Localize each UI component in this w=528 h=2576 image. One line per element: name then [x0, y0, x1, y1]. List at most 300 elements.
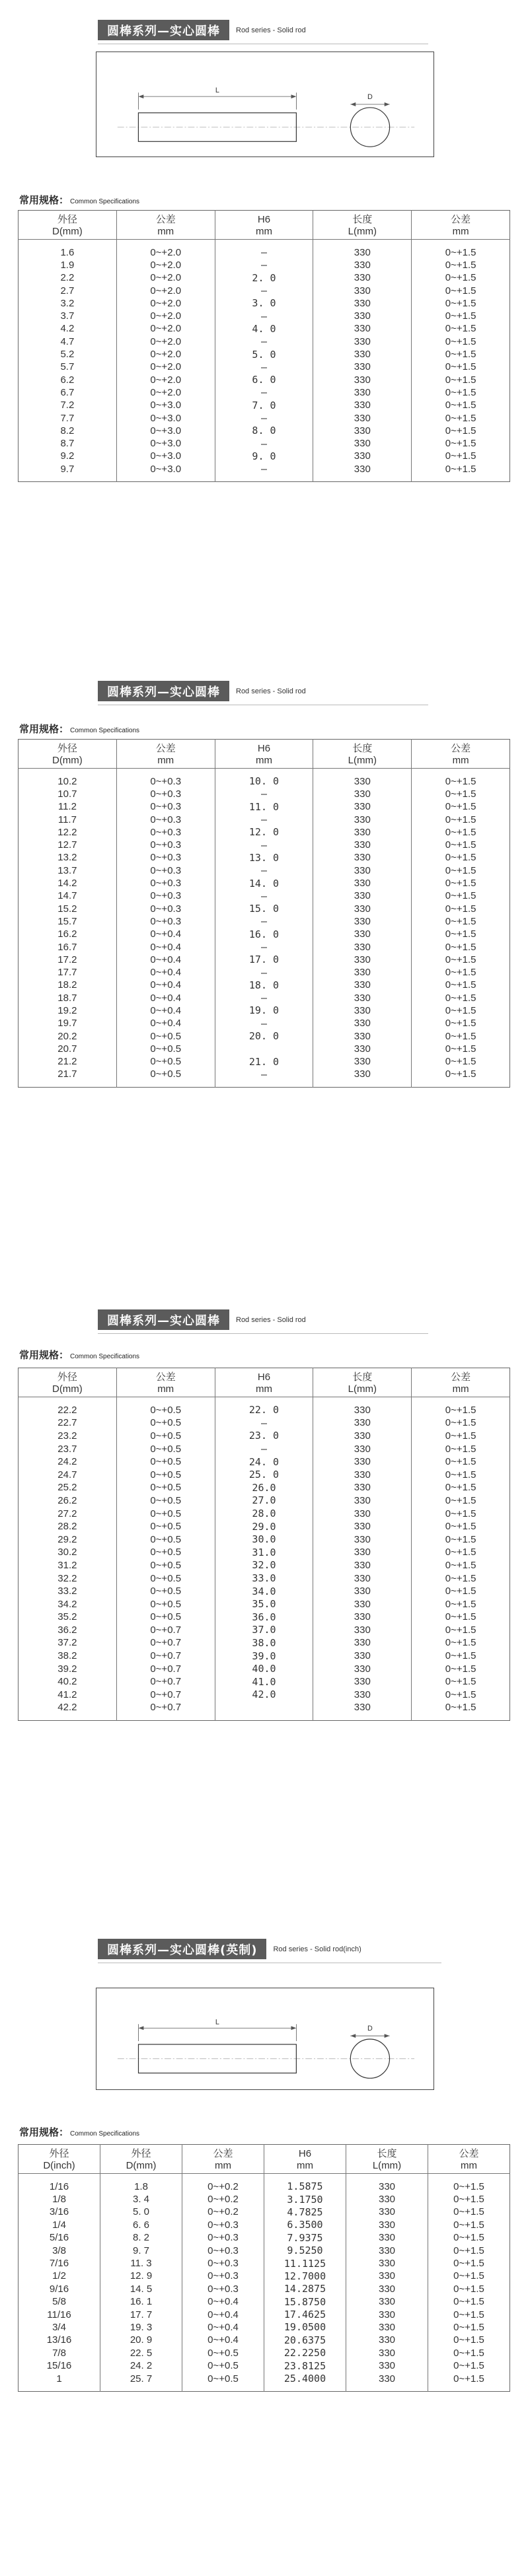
table-cell: 0~+1.5 — [412, 1701, 510, 1714]
table-cell: 0~+1.5 — [412, 271, 510, 284]
table-cell: 0~+1.5 — [412, 1520, 510, 1533]
table-cell: 0~+1.5 — [412, 839, 510, 851]
table-row — [19, 463, 510, 475]
table-cell: 330 — [313, 399, 412, 411]
table-cell: 0~+0.2 — [182, 2206, 264, 2218]
table-row — [19, 915, 510, 928]
table-cell: 330 — [313, 425, 412, 437]
table-cell: 2.7 — [60, 285, 75, 296]
table-cell: 1/16 — [49, 2180, 69, 2192]
table-cell: 13/16 — [46, 2334, 72, 2346]
table-cell: 330 — [313, 1611, 412, 1624]
table-cell: 0~+1.5 — [412, 310, 510, 322]
spec-table — [18, 210, 510, 482]
table-cell: 330 — [313, 322, 412, 335]
diameter-label: D — [367, 2025, 373, 2033]
table-cell: 330 — [313, 1442, 412, 1455]
table-cell: 0~+1.5 — [412, 399, 510, 411]
table-row — [19, 851, 510, 864]
table-cell: 15.7 — [57, 915, 77, 927]
table-cell: 330 — [313, 1481, 412, 1494]
column-header-title: 外径 — [131, 2148, 151, 2159]
table-cell: – — [215, 259, 313, 271]
column-header — [100, 2145, 182, 2174]
table-cell: 4.7 — [60, 335, 75, 347]
table-row — [19, 310, 510, 322]
table-cell: 0~+0.5 — [116, 1442, 215, 1455]
column-header-unit: D(inch) — [43, 2160, 75, 2171]
table-cell: 0~+2.0 — [116, 310, 215, 322]
table-cell: 0~+0.5 — [116, 1546, 215, 1559]
spec-table — [18, 2144, 510, 2392]
table-cell: 0~+0.7 — [116, 1624, 215, 1637]
table-cell: 31.2 — [57, 1559, 77, 1571]
table-cell: 0~+1.5 — [412, 1430, 510, 1443]
table-cell: 15.2 — [57, 903, 77, 915]
table-cell: 330 — [346, 2257, 428, 2270]
table-cell: 12.2 — [57, 826, 77, 838]
table-row — [19, 1507, 510, 1520]
table-cell: 0~+0.3 — [116, 800, 215, 813]
table-cell: 9.5250 — [264, 2244, 346, 2256]
table-cell: 0~+3.0 — [116, 437, 215, 450]
table-cell — [215, 1701, 313, 1714]
table-cell: 0~+1.5 — [412, 788, 510, 800]
table-cell: – — [215, 966, 313, 979]
table-cell: 11. 3 — [100, 2257, 182, 2270]
table-cell: – — [215, 889, 313, 902]
table-cell: 0~+1.5 — [412, 775, 510, 788]
table-cell: 0~+0.3 — [182, 2283, 264, 2295]
table-row — [19, 361, 510, 373]
table-cell: 0~+0.5 — [182, 2347, 264, 2359]
table-row — [19, 1572, 510, 1585]
table-cell: 0~+1.5 — [412, 813, 510, 825]
table-row — [19, 1597, 510, 1611]
table-cell: 0~+0.5 — [116, 1533, 215, 1546]
table-cell: 12. 9 — [100, 2270, 182, 2282]
table-cell: 32.2 — [57, 1572, 77, 1584]
table-cell: 330 — [346, 2321, 428, 2334]
table-cell: 38.0 — [215, 1636, 313, 1650]
table-cell: 21.7 — [57, 1068, 77, 1080]
table-cell: 0~+0.3 — [182, 2219, 264, 2231]
table-row — [19, 2193, 510, 2206]
column-header-title: 外径 — [49, 2148, 69, 2159]
table-cell: 0~+0.5 — [116, 1572, 215, 1585]
table-cell: 7.7 — [60, 412, 75, 424]
table-cell: 0~+0.5 — [116, 1043, 215, 1055]
table-row — [19, 1494, 510, 1508]
table-cell: 3/16 — [49, 2206, 69, 2218]
table-row — [19, 1585, 510, 1598]
table-cell: 16. 0 — [215, 928, 313, 940]
table-row — [19, 813, 510, 825]
table-cell: 40.0 — [215, 1662, 313, 1675]
table-row — [19, 2334, 510, 2346]
section-title-cn: 圆棒系列—实心圆棒(英制) — [98, 1939, 266, 1959]
table-row — [19, 1404, 510, 1417]
table-row — [19, 775, 510, 788]
table-cell: 0~+2.0 — [116, 246, 215, 259]
table-cell: 20. 0 — [215, 1029, 313, 1042]
table-cell: 0~+0.3 — [116, 889, 215, 902]
table-cell: 6.2 — [60, 374, 75, 386]
table-cell: 18. 0 — [215, 979, 313, 991]
table-cell: – — [215, 1416, 313, 1430]
table-cell: 24.7 — [57, 1469, 77, 1480]
table-row — [19, 1636, 510, 1650]
table-cell: 37.0 — [215, 1624, 313, 1637]
table-cell: 6.3500 — [264, 2219, 346, 2231]
table-cell: 330 — [313, 839, 412, 851]
table-cell: 330 — [313, 1597, 412, 1611]
table-row — [19, 940, 510, 953]
table-cell: 0~+1.5 — [412, 1416, 510, 1430]
table-cell: – — [215, 463, 313, 475]
table-cell: 0~+0.3 — [116, 813, 215, 825]
table-cell: 0~+1.5 — [412, 992, 510, 1004]
table-row — [19, 1455, 510, 1469]
section-title — [98, 1939, 361, 1959]
table-cell: 15. 0 — [215, 902, 313, 915]
table-cell: 1.5875 — [264, 2180, 346, 2193]
table-cell: 330 — [313, 813, 412, 825]
table-cell: 17.7 — [57, 967, 77, 979]
table-cell: 7.9375 — [264, 2231, 346, 2244]
table-cell: 14.2 — [57, 878, 77, 889]
table-cell: 16. 1 — [100, 2295, 182, 2308]
table-cell: 0~+1.5 — [428, 2231, 510, 2244]
table-cell: 1.6 — [60, 246, 75, 258]
table-cell: – — [215, 386, 313, 399]
table-cell: 0~+1.5 — [428, 2193, 510, 2206]
table-row — [19, 1430, 510, 1443]
table-row — [19, 902, 510, 915]
column-header-title: 长度 — [377, 2148, 397, 2159]
table-cell: 33.2 — [57, 1585, 77, 1597]
table-cell: 0~+0.4 — [116, 928, 215, 940]
table-cell: 330 — [313, 775, 412, 788]
table-row — [19, 954, 510, 966]
table-cell: 1/4 — [52, 2219, 66, 2231]
spec-label-cn: 常用规格： — [19, 194, 69, 206]
table-cell: 23.7 — [57, 1443, 77, 1455]
table-cell: 0~+0.5 — [116, 1068, 215, 1080]
table-cell: 0~+0.4 — [116, 1004, 215, 1017]
table-cell: 0~+1.5 — [412, 1688, 510, 1702]
table-cell: 22.2250 — [264, 2347, 346, 2359]
table-cell: 2. 0 — [215, 271, 313, 284]
section-title-cn: 圆棒系列—实心圆棒 — [98, 20, 229, 40]
table-cell: 330 — [346, 2180, 428, 2193]
length-label: L — [215, 87, 219, 95]
table-cell: 19.7 — [57, 1018, 77, 1029]
table-cell: – — [215, 864, 313, 877]
column-header-title: 公差 — [459, 2148, 479, 2159]
table-row — [19, 1624, 510, 1637]
table-cell: 0~+1.5 — [412, 1572, 510, 1585]
table-row — [19, 2372, 510, 2385]
table-cell: 0~+2.0 — [116, 259, 215, 271]
table-cell: 330 — [313, 450, 412, 462]
table-cell: 0~+1.5 — [412, 1004, 510, 1017]
table-row — [19, 979, 510, 991]
rod-drawing — [96, 52, 434, 157]
table-cell: 0~+3.0 — [116, 399, 215, 411]
table-cell: 0~+1.5 — [412, 1636, 510, 1650]
table-cell: 19.0500 — [264, 2321, 346, 2334]
table-cell: 0~+0.5 — [116, 1029, 215, 1042]
column-header-title: 外径 — [57, 743, 77, 754]
table-cell: 13.2 — [57, 852, 77, 864]
table-cell: 330 — [313, 348, 412, 361]
table-cell: 330 — [313, 463, 412, 475]
table-cell: 11.2 — [57, 801, 77, 813]
table-cell: 0~+0.5 — [116, 1430, 215, 1443]
table-cell: 0~+1.5 — [412, 1017, 510, 1029]
table-row — [19, 1559, 510, 1572]
table-cell: 0~+0.7 — [116, 1650, 215, 1663]
table-cell: – — [215, 284, 313, 296]
table-cell: 0~+2.0 — [116, 322, 215, 335]
table-cell: 330 — [313, 1533, 412, 1546]
table-cell: 31.0 — [215, 1546, 313, 1559]
table-cell: 3/8 — [52, 2245, 66, 2256]
table-cell: 5/8 — [52, 2296, 66, 2308]
table-cell: 9. 0 — [215, 450, 313, 462]
table-row — [19, 348, 510, 361]
column-header — [116, 740, 215, 769]
table-cell: 0~+0.5 — [116, 1585, 215, 1598]
spec-label-cn: 常用规格： — [19, 1349, 69, 1361]
column-header-unit: D(mm) — [126, 2160, 157, 2171]
table-cell: 19. 0 — [215, 1004, 313, 1017]
table-cell: 330 — [313, 940, 412, 953]
section-title — [98, 1309, 306, 1330]
table-cell — [215, 1043, 313, 1055]
table-cell: 330 — [313, 851, 412, 864]
column-header — [264, 2145, 346, 2174]
table-cell: 330 — [313, 1404, 412, 1417]
table-cell: – — [215, 915, 313, 928]
table-cell: 28.2 — [57, 1521, 77, 1533]
section-title-en: Rod series - Solid rod — [236, 26, 306, 34]
table-cell: 23.8125 — [264, 2359, 346, 2372]
table-row — [19, 992, 510, 1004]
table-cell: 11.7 — [57, 814, 77, 825]
table-cell: 4.7825 — [264, 2206, 346, 2218]
table-cell: 0~+2.0 — [116, 386, 215, 399]
table-cell: 330 — [346, 2283, 428, 2295]
table-cell: 39.2 — [57, 1663, 77, 1675]
table-cell: 0~+0.5 — [116, 1559, 215, 1572]
table-cell: 0~+1.5 — [428, 2257, 510, 2270]
table-cell: 16.2 — [57, 928, 77, 940]
table-row — [19, 877, 510, 889]
table-cell: 18.2 — [57, 979, 77, 991]
table-cell: 330 — [313, 915, 412, 928]
table-cell: 8.2 — [60, 425, 75, 436]
table-cell: 37.2 — [57, 1637, 77, 1649]
table-cell: 12.7 — [57, 839, 77, 851]
table-cell: 0~+0.3 — [116, 877, 215, 889]
table-cell: 330 — [346, 2270, 428, 2282]
table-cell: 0~+1.5 — [412, 348, 510, 361]
column-header-unit: D(mm) — [52, 755, 83, 766]
table-cell: 0~+1.5 — [428, 2308, 510, 2320]
table-row — [19, 335, 510, 348]
table-cell: 8. 0 — [215, 425, 313, 437]
table-cell: 20.6375 — [264, 2334, 346, 2346]
table-cell: 0~+0.2 — [182, 2193, 264, 2206]
column-header-title: H6 — [298, 2148, 312, 2159]
table-cell: 41.2 — [57, 1688, 77, 1700]
table-cell: 330 — [313, 788, 412, 800]
table-cell: 0~+2.0 — [116, 373, 215, 386]
table-row — [19, 788, 510, 800]
table-cell: 0~+2.0 — [116, 271, 215, 284]
table-cell: 0~+1.5 — [412, 1533, 510, 1546]
table-cell: 330 — [313, 1468, 412, 1481]
column-header-unit: mm — [157, 1383, 174, 1395]
column-header-unit: mm — [452, 755, 469, 766]
table-row — [19, 864, 510, 877]
table-cell: 5.2 — [60, 349, 75, 361]
column-header — [215, 211, 313, 240]
section-title-en: Rod series - Solid rod — [236, 687, 306, 695]
table-cell: 33.0 — [215, 1572, 313, 1585]
table-row — [19, 889, 510, 902]
table-cell: 0~+1.5 — [412, 889, 510, 902]
column-header — [346, 2145, 428, 2174]
table-cell: 0~+0.3 — [116, 864, 215, 877]
table-cell: 0~+1.5 — [428, 2372, 510, 2385]
section-title-en: Rod series - Solid rod — [236, 1315, 306, 1324]
table-row — [19, 2283, 510, 2295]
column-header-title: H6 — [257, 1372, 271, 1383]
spec-label — [19, 1348, 139, 1362]
column-header-unit: mm — [157, 755, 174, 766]
table-cell: 0~+0.4 — [116, 979, 215, 991]
table-row — [19, 1004, 510, 1017]
table-cell: 0~+0.4 — [116, 1017, 215, 1029]
spec-label — [19, 722, 139, 736]
table-cell: 42.0 — [215, 1688, 313, 1702]
table-cell: 0~+1.5 — [412, 1055, 510, 1068]
table-cell: 0~+1.5 — [428, 2347, 510, 2359]
table-cell: 0~+2.0 — [116, 361, 215, 373]
table-cell: 11. 0 — [215, 800, 313, 813]
table-cell: 3.1750 — [264, 2193, 346, 2206]
table-cell: 15/16 — [46, 2360, 72, 2372]
table-cell: – — [215, 437, 313, 450]
table-row — [19, 2347, 510, 2359]
table-cell: 26.0 — [215, 1481, 313, 1494]
table-cell: 330 — [313, 1624, 412, 1637]
table-cell: 0~+0.5 — [116, 1481, 215, 1494]
table-cell: 17. 0 — [215, 954, 313, 966]
table-cell: 22.7 — [57, 1417, 77, 1429]
table-cell: 0~+0.7 — [116, 1701, 215, 1714]
table-cell: 330 — [313, 979, 412, 991]
table-row — [19, 259, 510, 271]
table-cell: 0~+1.5 — [412, 877, 510, 889]
table-cell: 0~+1.5 — [412, 284, 510, 296]
table-row — [19, 246, 510, 259]
table-cell: 1/2 — [52, 2270, 66, 2282]
column-header-unit: L(mm) — [348, 755, 377, 766]
table-cell: 7/16 — [49, 2258, 69, 2270]
table-cell: 42.2 — [57, 1702, 77, 1714]
table-cell: 0~+0.3 — [116, 839, 215, 851]
table-cell: 330 — [313, 335, 412, 348]
table-cell: 14. 0 — [215, 877, 313, 889]
table-cell: 330 — [313, 1004, 412, 1017]
table-row — [19, 1481, 510, 1494]
table-cell: 330 — [313, 1455, 412, 1469]
table-cell: 22. 5 — [100, 2347, 182, 2359]
table-cell: 20. 9 — [100, 2334, 182, 2346]
table-cell: 3.2 — [60, 297, 75, 309]
table-cell: 0~+1.5 — [412, 1029, 510, 1042]
column-header — [19, 2145, 100, 2174]
table-cell: 0~+1.5 — [428, 2334, 510, 2346]
table-row — [19, 399, 510, 411]
table-row — [19, 2219, 510, 2231]
table-cell: 330 — [313, 1688, 412, 1702]
table-cell: 330 — [346, 2359, 428, 2372]
table-cell: 0~+0.5 — [116, 1611, 215, 1624]
table-cell: 26.2 — [57, 1494, 77, 1506]
table-cell: 10.2 — [57, 775, 77, 787]
column-header-unit: mm — [255, 1383, 272, 1395]
table-cell: 0~+1.5 — [412, 826, 510, 839]
column-header-title: 长度 — [352, 1372, 373, 1383]
table-row — [19, 322, 510, 335]
rod-diagram — [96, 52, 434, 157]
table-cell: 330 — [313, 1559, 412, 1572]
table-cell: 0~+0.5 — [116, 1468, 215, 1481]
table-row — [19, 928, 510, 940]
table-cell: 330 — [346, 2334, 428, 2346]
table-cell: 330 — [313, 361, 412, 373]
table-cell: 0~+1.5 — [428, 2321, 510, 2334]
table-cell: 0~+1.5 — [412, 1494, 510, 1508]
table-row — [19, 425, 510, 437]
table-cell: 13. 0 — [215, 851, 313, 864]
table-row — [19, 2270, 510, 2282]
table-cell: 0~+0.4 — [182, 2308, 264, 2320]
column-header-title: 公差 — [155, 743, 176, 754]
table-cell: 0~+0.5 — [182, 2372, 264, 2385]
table-row — [19, 1520, 510, 1533]
table-cell: 0~+1.5 — [428, 2206, 510, 2218]
column-header-unit: mm — [452, 226, 469, 237]
table-cell: 0~+1.5 — [412, 1507, 510, 1520]
table-row — [19, 1468, 510, 1481]
table-cell: – — [215, 246, 313, 259]
table-row — [19, 437, 510, 450]
table-cell: 25.4000 — [264, 2372, 346, 2385]
table-cell: 0~+0.5 — [182, 2359, 264, 2372]
table-cell: 25. 0 — [215, 1468, 313, 1481]
column-header-unit: D(mm) — [52, 226, 83, 237]
table-cell: – — [215, 361, 313, 373]
table-cell: 0~+1.5 — [412, 851, 510, 864]
table-cell: 330 — [313, 1636, 412, 1650]
table-cell: 14.2875 — [264, 2283, 346, 2295]
